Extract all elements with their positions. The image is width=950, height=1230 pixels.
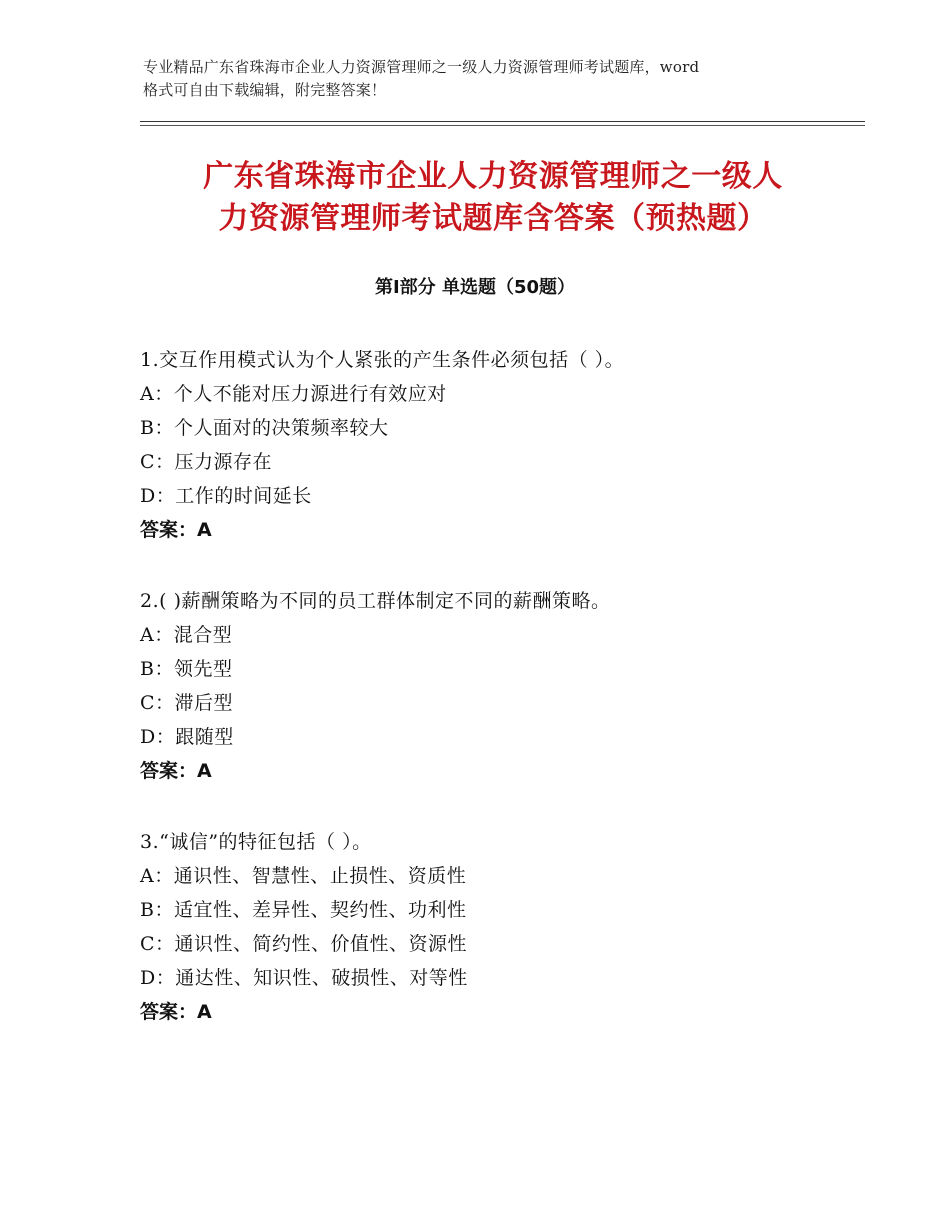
section-title: 第Ⅰ部分 单选题（50题）: [374, 277, 575, 298]
header-rule: [140, 121, 865, 122]
option-d: D：工作的时间延长: [140, 485, 312, 507]
option-c: C：压力源存在: [140, 451, 273, 473]
header-note-line-1: 专业精品广东省珠海市企业人力资源管理师之一级人力资源管理师考试题库，word: [143, 58, 700, 76]
document-title-line-2: 力资源管理师考试题库含答案（预热题）: [218, 201, 768, 236]
question-stem: 2.( )薪酬策略为不同的员工群体制定不同的薪酬策略。: [140, 590, 611, 612]
document-title: [143, 156, 843, 240]
option-b: B：领先型: [140, 658, 233, 680]
header-note-line-2: 格式可自由下载编辑，附完整答案！: [143, 81, 387, 99]
header-rule-thin: [140, 125, 865, 126]
option-b: B：个人面对的决策频率较大: [140, 417, 389, 439]
answer: 答案：A: [140, 519, 212, 541]
question-stem: 3.“诚信”的特征包括（ ）。: [140, 831, 372, 853]
option-d: D：跟随型: [140, 726, 234, 748]
document-title-line-1: 广东省珠海市企业人力资源管理师之一级人: [203, 159, 783, 194]
question-3: [140, 825, 860, 1029]
answer: 答案：A: [140, 1001, 212, 1023]
option-a: A：混合型: [140, 624, 233, 646]
question-2: [140, 584, 860, 788]
option-c: C：滞后型: [140, 692, 234, 714]
answer: 答案：A: [140, 760, 212, 782]
question-list: [140, 343, 860, 1066]
option-d: D：通达性、知识性、破损性、对等性: [140, 967, 468, 989]
option-b: B：适宜性、差异性、契约性、功利性: [140, 899, 467, 921]
header-note: [143, 56, 833, 102]
question-1: [140, 343, 860, 547]
option-a: A：个人不能对压力源进行有效应对: [140, 383, 447, 405]
option-c: C：通识性、简约性、价值性、资源性: [140, 933, 468, 955]
question-stem: 1.交互作用模式认为个人紧张的产生条件必须包括（ ）。: [140, 349, 625, 371]
option-a: A：通识性、智慧性、止损性、资质性: [140, 865, 467, 887]
